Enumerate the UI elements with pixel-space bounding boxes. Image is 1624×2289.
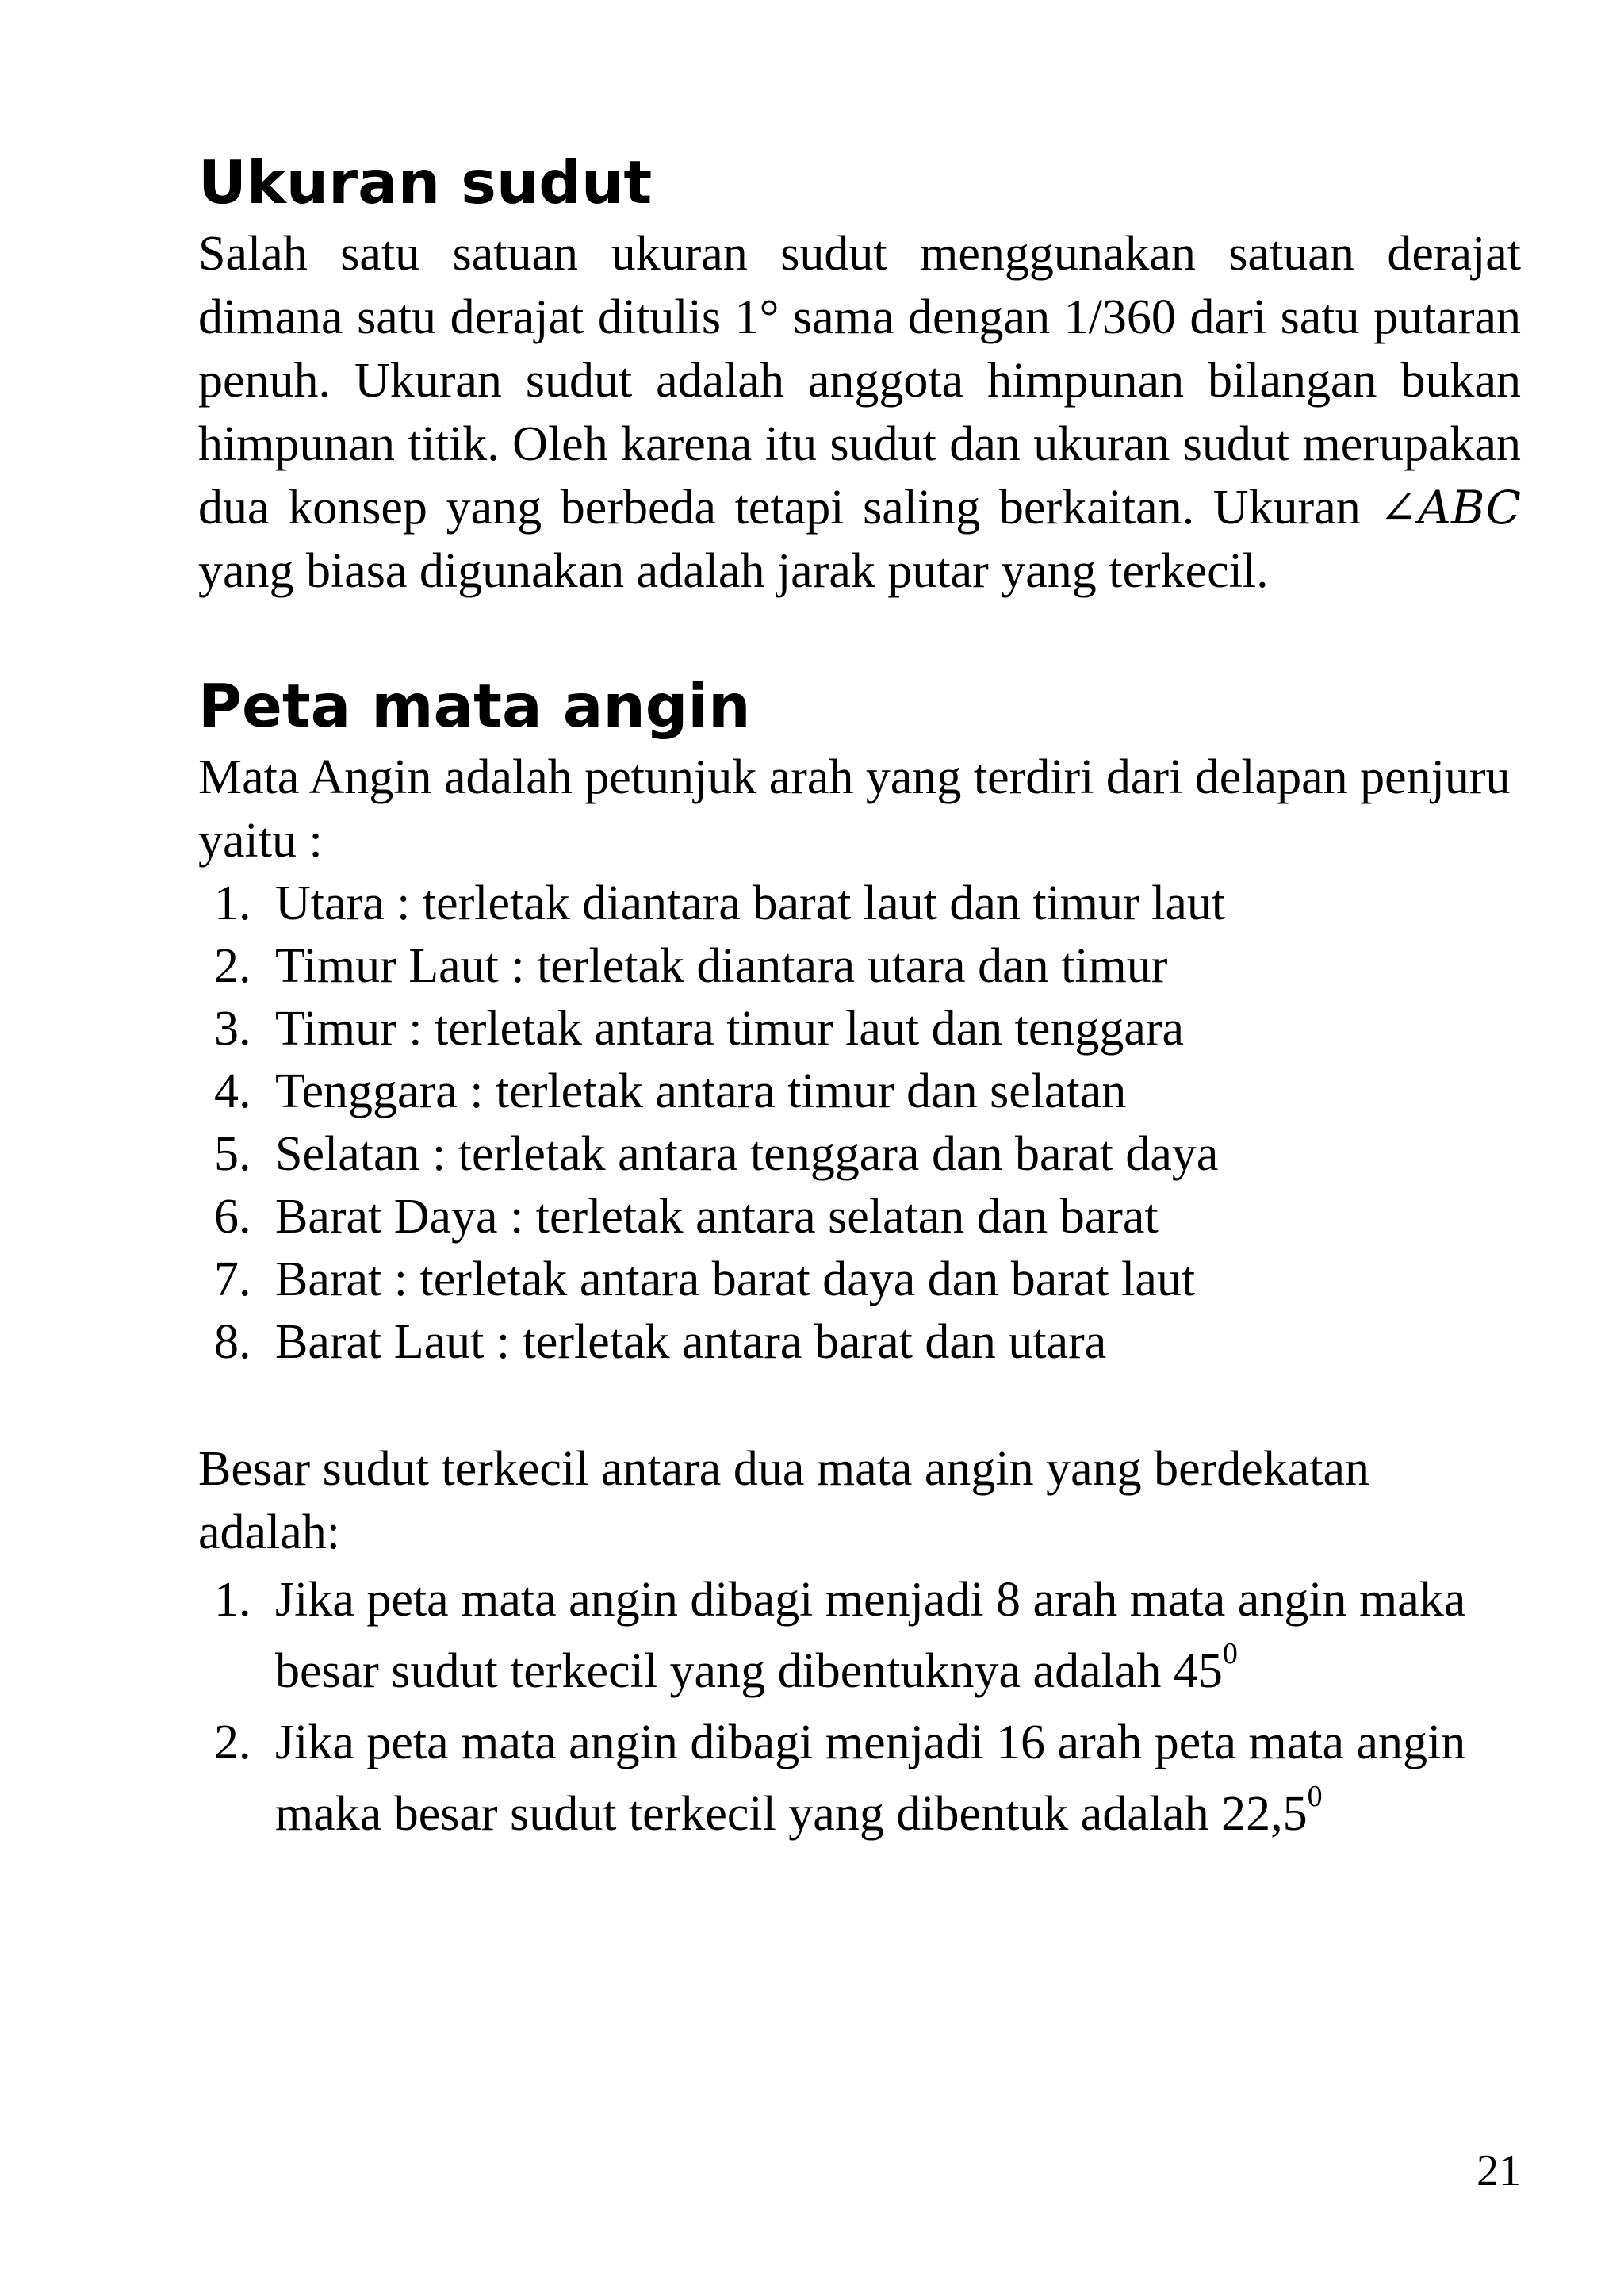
angle-list bbox=[198, 1564, 1521, 1850]
list-number: 8. bbox=[214, 1315, 251, 1369]
list-item bbox=[198, 1311, 1521, 1374]
list-item-text: Tenggara : terletak antara timur dan selatan bbox=[275, 1064, 1127, 1118]
section-heading-ukuran-sudut: Ukuran sudut bbox=[198, 148, 653, 217]
angle-abc-symbol: ∠ABC bbox=[1379, 481, 1521, 535]
paragraph-mata-angin-intro: Mata Angin adalah petunjuk arah yang terdiri dari delapan penjuru yaitu : bbox=[198, 750, 1511, 868]
paragraph-ukuran-sudut bbox=[198, 222, 1521, 603]
paragraph-text-part1: Salah satu satuan ukuran sudut menggunakan satuan derajat dimana satu derajat ditulis 1° sama dengan 1/360 dari satu putaran penuh. Ukuran sudut adalah anggota himpunan bilangan bukan himpunan titik. Oleh karena itu sudut dan ukuran sudut merupakan dua konsep yang berbeda tetapi saling berkaitan. Ukuran bbox=[198, 227, 1521, 535]
list-item bbox=[198, 1248, 1521, 1311]
list-item bbox=[198, 998, 1521, 1060]
list-item-text: Jika peta mata angin dibagi menjadi 16 arah peta mata angin maka besar sudut terkecil yang dibentuk adalah 22,5 bbox=[275, 1716, 1466, 1841]
list-item bbox=[198, 872, 1521, 935]
list-number: 7. bbox=[214, 1252, 251, 1306]
section-heading-peta-mata-angin: Peta mata angin bbox=[198, 671, 751, 741]
paragraph-spacer bbox=[198, 1374, 1521, 1437]
directions-list bbox=[198, 872, 1521, 1374]
list-item bbox=[198, 1123, 1521, 1186]
list-number: 2. bbox=[214, 1716, 251, 1769]
list-item-text: Barat : terletak antara barat daya dan barat laut bbox=[275, 1252, 1196, 1306]
list-item bbox=[198, 935, 1521, 998]
list-item bbox=[198, 1186, 1521, 1248]
page-content bbox=[198, 143, 1521, 1850]
list-number: 3. bbox=[214, 1002, 251, 1056]
list-number: 4. bbox=[214, 1064, 251, 1118]
paragraph-angle-intro: Besar sudut terkecil antara dua mata angin yang berdekatan adalah: bbox=[198, 1442, 1370, 1559]
degree-superscript: 0 bbox=[1307, 1780, 1323, 1813]
section-spacer bbox=[198, 603, 1521, 666]
list-item bbox=[198, 1060, 1521, 1123]
list-item bbox=[198, 1564, 1521, 1707]
list-item-text: Timur Laut : terletak diantara utara dan timur bbox=[275, 939, 1168, 993]
list-number: 1. bbox=[214, 876, 251, 930]
list-number: 5. bbox=[214, 1127, 251, 1181]
list-number: 2. bbox=[214, 939, 251, 993]
list-item-text: Barat Daya : terletak antara selatan dan barat bbox=[275, 1190, 1159, 1244]
list-number: 1. bbox=[214, 1573, 251, 1627]
list-item-text: Selatan : terletak antara tenggara dan barat daya bbox=[275, 1127, 1219, 1181]
degree-superscript: 0 bbox=[1222, 1637, 1238, 1670]
list-item bbox=[198, 1707, 1521, 1850]
list-item-text: Utara : terletak diantara barat laut dan timur laut bbox=[275, 876, 1226, 930]
page-number: 21 bbox=[1477, 2146, 1521, 2195]
list-item-text: Barat Laut : terletak antara barat dan utara bbox=[275, 1315, 1107, 1369]
list-number: 6. bbox=[214, 1190, 251, 1244]
paragraph-text-part2: yang biasa digunakan adalah jarak putar yang terkecil. bbox=[198, 544, 1269, 598]
list-item-text: Timur : terletak antara timur laut dan tenggara bbox=[275, 1002, 1185, 1056]
list-item-text: Jika peta mata angin dibagi menjadi 8 arah mata angin maka besar sudut terkecil yang dibentuknya adalah 45 bbox=[275, 1573, 1466, 1698]
